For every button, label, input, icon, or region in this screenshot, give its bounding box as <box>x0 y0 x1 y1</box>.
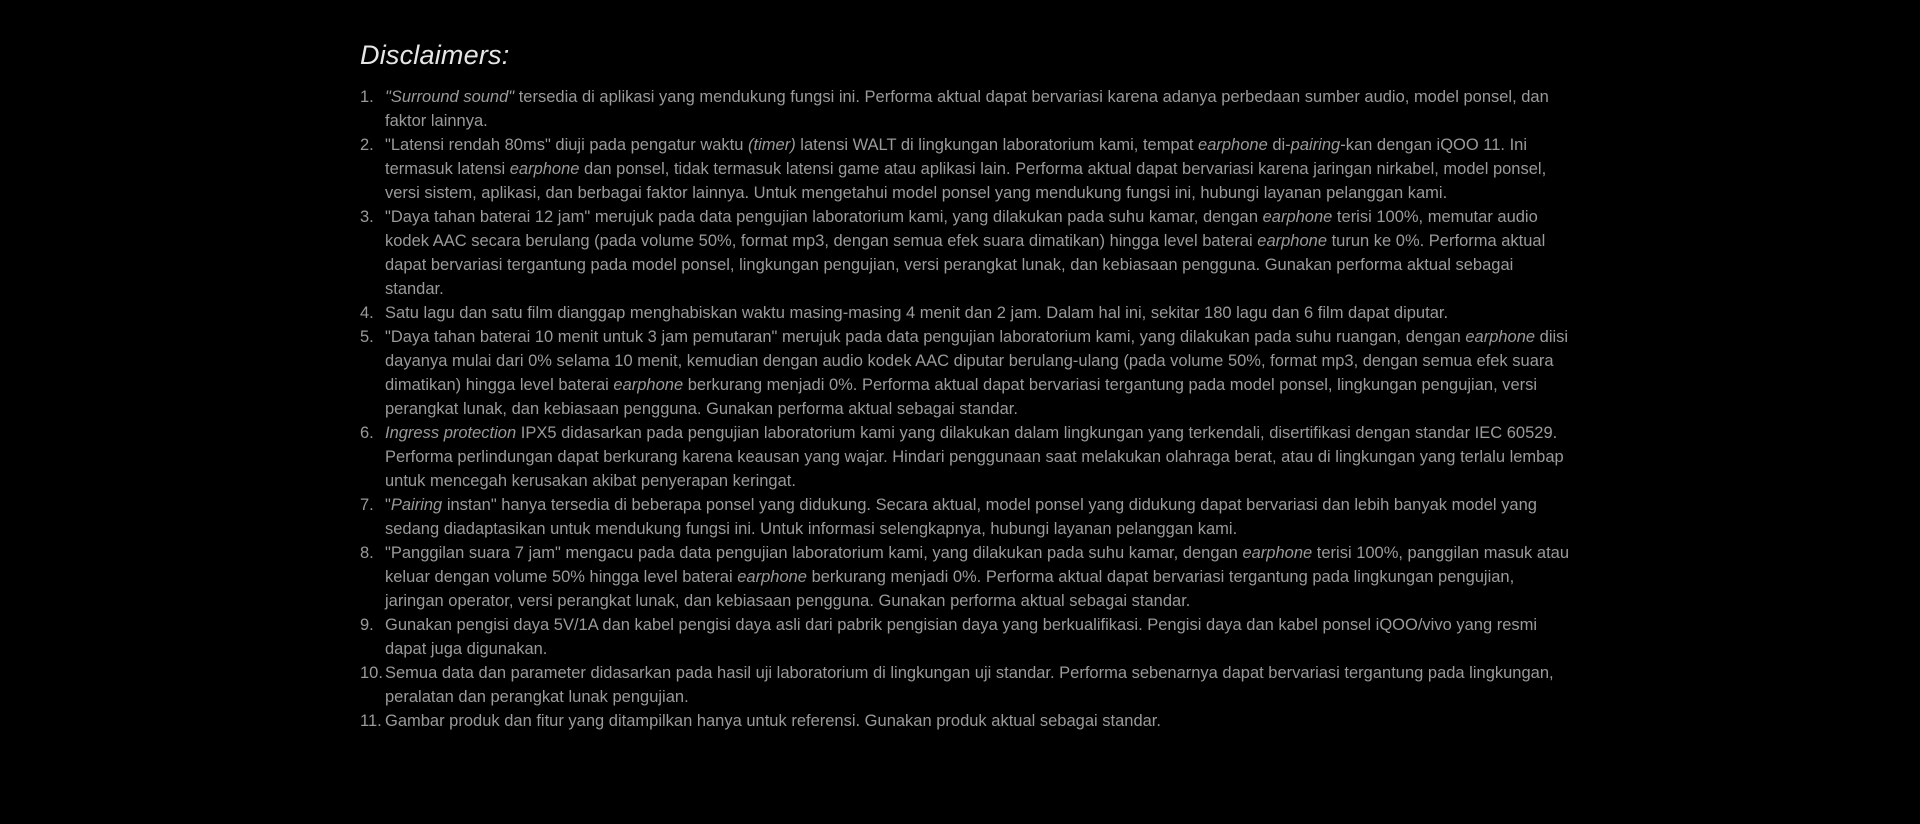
disclaimer-text-segment: turun ke 0%. Performa aktual dapat bervariasi tergantung pada model ponsel, lingkungan pengujian, versi perangkat lunak, dan kebiasaan pengguna. Gunakan performa aktual sebagai standar. <box>385 232 1546 298</box>
disclaimer-number: 4. <box>360 304 374 322</box>
disclaimer-item <box>360 421 1570 493</box>
disclaimer-item <box>360 301 1570 325</box>
disclaimer-text <box>385 421 1570 493</box>
disclaimer-text-segment: "Panggilan suara 7 jam" mengacu pada data pengujian laboratorium kami, yang dilakukan pada suhu kamar, dengan <box>385 544 1243 562</box>
disclaimer-text-segment: Semua data dan parameter didasarkan pada hasil uji laboratorium di lingkungan uji standar. Performa sebenarnya dapat bervariasi tergantung pada lingkungan, peralatan dan perangkat lunak pengujian. <box>385 664 1554 706</box>
disclaimer-text-segment: "Daya tahan baterai 10 menit untuk 3 jam pemutaran" merujuk pada data pengujian laboratorium kami, yang dilakukan pada suhu ruangan, dengan <box>385 328 1466 346</box>
disclaimer-item <box>360 325 1570 421</box>
disclaimer-text-emphasis: earphone <box>737 568 807 586</box>
disclaimer-number: 1. <box>360 88 374 106</box>
disclaimer-text-segment: terisi 100%, memutar audio kodek AAC secara berulang (pada volume 50%, format mp3, dengan semua efek suara dimatikan) hingga level baterai <box>385 208 1538 250</box>
disclaimer-item <box>360 85 1570 133</box>
disclaimer-text <box>385 325 1570 421</box>
disclaimer-text <box>385 301 1570 325</box>
disclaimer-item <box>360 541 1570 613</box>
disclaimer-text-segment: Gambar produk dan fitur yang ditampilkan hanya untuk referensi. Gunakan produk aktual sebagai standar. <box>385 712 1161 730</box>
disclaimer-item <box>360 205 1570 301</box>
disclaimer-text-emphasis: earphone <box>613 376 684 394</box>
disclaimer-number: 7. <box>360 496 374 514</box>
disclaimer-number: 3. <box>360 208 374 226</box>
disclaimer-text-segment: " <box>385 496 391 514</box>
disclaimer-text <box>385 133 1570 205</box>
disclaimer-text-segment: "Daya tahan baterai 12 jam" merujuk pada data pengujian laboratorium kami, yang dilakukan pada suhu kamar, dengan <box>385 208 1263 226</box>
disclaimer-text-segment: IPX5 didasarkan pada pengujian laboratorium kami yang dilakukan dalam lingkungan yang terkendali, disertifikasi dengan standar IEC 60529. Performa perlindungan dapat berkurang karena keausan yang wajar. Hindari penggunaan saat melakukan olahraga berat, atau di lingkungan yang terlalu lembap untuk mencegah kerusakan akibat penyerapan keringat. <box>385 424 1564 490</box>
disclaimer-text-emphasis: earphone <box>1262 208 1333 226</box>
disclaimer-text <box>385 85 1570 133</box>
disclaimer-item <box>360 133 1570 205</box>
disclaimer-number: 5. <box>360 328 374 346</box>
disclaimer-text-emphasis: earphone <box>1257 232 1327 250</box>
disclaimer-text-segment: terisi 100%, panggilan masuk atau keluar dengan volume 50% hingga level baterai <box>385 544 1570 586</box>
disclaimer-number: 10. <box>360 664 383 682</box>
disclaimer-text-segment: Satu lagu dan satu film dianggap menghabiskan waktu masing-masing 4 menit dan 2 jam. Dalam hal ini, sekitar 180 lagu dan 6 film dapat diputar. <box>385 304 1449 322</box>
disclaimer-text-segment: dan ponsel, tidak termasuk latensi game atau aplikasi lain. Performa aktual dapat bervariasi karena jaringan nirkabel, model ponsel, versi sistem, aplikasi, dan berbagai faktor lainnya. Untuk mengetahui model ponsel yang mendukung fungsi ini, hubungi layanan pelanggan kami. <box>385 160 1547 202</box>
disclaimer-text-emphasis: "Surround sound" <box>385 88 515 106</box>
disclaimer-text-segment: Gunakan pengisi daya 5V/1A dan kabel pengisi daya asli dari pabrik pengisian daya yang berkualifikasi. Pengisi daya dan kabel ponsel iQOO/vivo yang resmi dapat juga digunakan. <box>385 616 1538 658</box>
disclaimer-text-segment: "Latensi rendah 80ms" diuji pada pengatur waktu <box>385 136 749 154</box>
disclaimer-text-segment: -kan dengan iQOO 11. Ini termasuk latensi <box>385 136 1528 178</box>
disclaimer-number: 6. <box>360 424 374 442</box>
disclaimers-section <box>360 40 1570 733</box>
disclaimer-text-segment: di- <box>1267 136 1291 154</box>
disclaimer-text-segment: berkurang menjadi 0%. Performa aktual dapat bervariasi tergantung pada lingkungan pengujian, jaringan operator, versi perangkat lunak, dan kebiasaan pengguna. Gunakan performa aktual sebagai standar. <box>385 568 1515 610</box>
disclaimer-text <box>385 661 1570 709</box>
disclaimer-number: 8. <box>360 544 374 562</box>
disclaimer-text <box>385 541 1570 613</box>
disclaimer-item <box>360 493 1570 541</box>
disclaimer-text-segment: tersedia di aplikasi yang mendukung fungsi ini. Performa aktual dapat bervariasi karena adanya perbedaan sumber audio, model ponsel, dan faktor lainnya. <box>385 88 1549 130</box>
disclaimer-text <box>385 493 1570 541</box>
disclaimer-text-segment: diisi dayanya mulai dari 0% selama 10 menit, kemudian dengan audio kodek AAC diputar berulang-ulang (pada volume 50%, format mp3, dengan semua efek suara dimatikan) hingga level baterai <box>385 328 1569 394</box>
disclaimer-text-emphasis: pairing <box>1290 136 1341 154</box>
disclaimer-text-emphasis: earphone <box>1465 328 1536 346</box>
disclaimer-text-segment: latensi WALT di lingkungan laboratorium kami, tempat <box>795 136 1199 154</box>
disclaimer-item <box>360 661 1570 709</box>
disclaimer-text-emphasis: Ingress protection <box>385 424 517 442</box>
disclaimer-text-emphasis: Pairing <box>390 496 443 514</box>
disclaimer-number: 9. <box>360 616 374 634</box>
disclaimer-text <box>385 205 1570 301</box>
disclaimer-item <box>360 613 1570 661</box>
disclaimer-text <box>385 709 1570 733</box>
disclaimer-text-emphasis: (timer) <box>748 136 796 154</box>
disclaimer-number: 11. <box>360 712 382 730</box>
disclaimer-text-segment: berkurang menjadi 0%. Performa aktual dapat bervariasi tergantung pada model ponsel, lingkungan pengujian, versi perangkat lunak, dan kebiasaan pengguna. Gunakan performa aktual sebagai standar. <box>385 376 1538 418</box>
disclaimers-title: Disclaimers: <box>360 40 510 70</box>
disclaimer-text-segment: instan" hanya tersedia di beberapa ponsel yang didukung. Secara aktual, model ponsel yang didukung dapat bervariasi dan lebih banyak model yang sedang diadaptasikan untuk mendukung fungsi ini. Untuk informasi selengkapnya, hubungi layanan pelanggan kami. <box>385 496 1537 538</box>
disclaimers-list <box>360 85 1570 733</box>
disclaimer-item <box>360 709 1570 733</box>
disclaimer-text <box>385 613 1570 661</box>
disclaimer-text-emphasis: earphone <box>509 160 580 178</box>
disclaimer-text-emphasis: earphone <box>1198 136 1268 154</box>
disclaimer-text-emphasis: earphone <box>1242 544 1313 562</box>
disclaimer-number: 2. <box>360 136 374 154</box>
